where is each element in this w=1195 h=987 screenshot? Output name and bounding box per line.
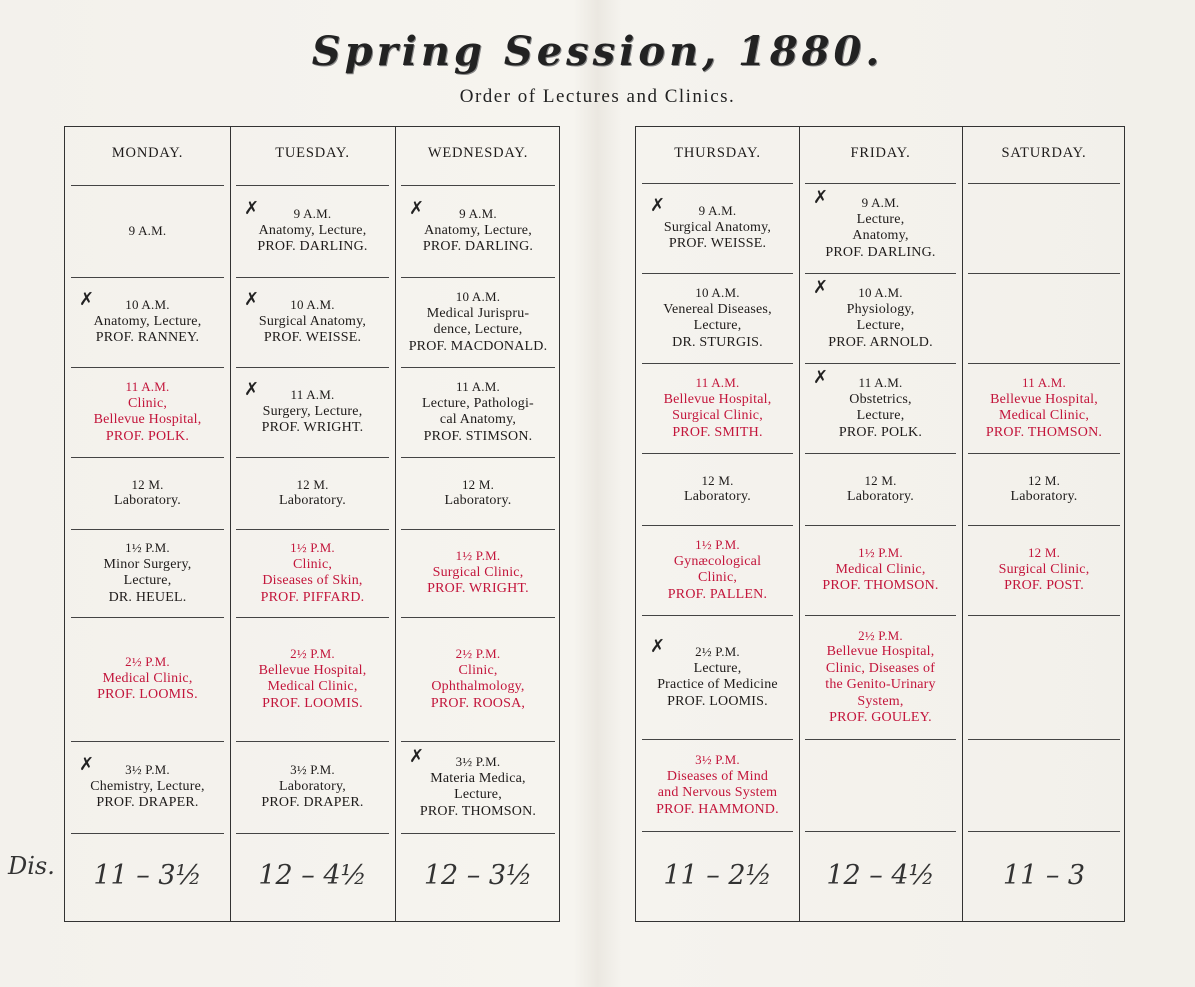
slot-time: 11 A.M. [456,379,500,394]
slot-line: Gynæcological [673,553,762,569]
slot-time: 12 M. [864,472,897,488]
slot-time: 3½ P.M. [290,762,335,778]
slot-line: dence, Lecture, [433,322,523,337]
dismissal-time: 12 – 4½ [826,860,935,891]
slot-line: Laboratory. [847,489,914,504]
slot-line: Laboratory. [114,493,181,508]
handwritten-check-mark: ✗ [79,754,95,776]
time-slot [636,752,799,818]
slot-line: Lecture, [693,318,742,333]
row-divider [805,453,956,454]
slot-line: Medical Clinic, [267,679,358,694]
slot-line: Clinic, [127,395,168,411]
slot-time: 11 A.M. [1022,375,1066,390]
time-slot [230,540,395,606]
day-column-monday [65,127,230,921]
slot-line: Diseases of Mind [666,768,769,784]
row-divider [236,277,389,278]
slot-line: PROF. HAMMOND. [656,801,779,817]
slot-line: Medical Clinic, [998,408,1090,423]
time-slot [962,375,1126,441]
slot-line: PROF. LOOMIS. [97,687,198,703]
slot-time: 10 A.M. [858,285,903,300]
slot-line: Minor Surgery, [103,556,192,572]
slot-line: PROF. ARNOLD. [828,334,933,350]
row-divider [968,525,1120,526]
slot-line: Clinic, [697,570,738,585]
row-divider [805,615,956,616]
row-divider [236,833,389,834]
slot-line: Bellevue Hospital, [990,391,1098,407]
slot-time: 11 A.M. [695,375,740,390]
row-divider [401,833,555,834]
slot-line: Bellevue Hospital, [93,412,202,427]
slot-time: 11 A.M. [858,375,903,390]
time-slot [799,545,962,595]
handwritten-check-mark: ✗ [650,195,666,217]
day-header: THURSDAY. [674,145,761,161]
slot-time: 1½ P.M. [695,537,740,552]
slot-line: Laboratory. [684,489,751,504]
handwritten-check-mark: ✗ [409,198,425,220]
slot-line: Diseases of Skin, [262,573,363,588]
left-panel [64,126,560,922]
slot-line: PROF. DRAPER. [261,795,364,811]
slot-line: PROF. WEISSE. [668,236,767,252]
slot-line: Bellevue Hospital, [826,644,935,659]
time-slot [65,477,230,510]
slot-time: 12 M. [1027,545,1061,561]
slot-time: 12 M. [1027,472,1061,488]
day-column-tuesday [230,127,395,921]
dismissal-time: 11 – 2½ [663,860,772,891]
row-divider [236,367,389,368]
slot-time: 2½ P.M. [858,627,903,643]
row-divider [236,741,389,742]
slot-time: 2½ P.M. [455,646,501,661]
slot-line: Physiology, [846,301,915,317]
handwritten-check-mark: ✗ [79,289,95,311]
slot-line: Surgical Clinic, [998,561,1090,577]
slot-line: Lecture, [856,318,905,333]
row-divider [642,273,793,274]
slot-line: PROF. PIFFARD. [260,589,365,605]
day-column-friday [799,127,962,921]
row-divider [805,739,956,740]
right-panel [635,126,1125,922]
dismissal-time: 11 – 3½ [93,860,202,891]
slot-time: 10 A.M. [290,297,335,313]
slot-time: 2½ P.M. [290,646,335,661]
time-slot [962,545,1126,595]
slot-line: Lecture, [123,573,172,588]
slot-line: Lecture, Pathologi- [422,395,534,411]
row-divider [401,277,555,278]
slot-line: PROF. GOULEY. [829,710,932,725]
slot-line: Bellevue Hospital, [663,391,772,407]
slot-line: PROF. MACDONALD. [408,338,548,354]
time-slot [395,289,561,355]
row-divider [401,367,555,368]
time-slot [636,375,799,441]
row-divider [642,453,793,454]
slot-line: Obstetrics, [849,391,912,407]
slot-line: Anatomy, Lecture, [424,222,532,238]
time-slot [65,540,230,606]
handwritten-check-mark: ✗ [813,367,829,388]
slot-time: 9 A.M. [128,222,167,238]
slot-time: 3½ P.M. [455,754,501,769]
handwritten-check-mark: ✗ [244,379,260,401]
slot-line: Lecture, [693,660,742,676]
time-slot [230,646,395,712]
row-divider [968,183,1120,184]
slot-line: Surgical Anatomy, [663,219,772,235]
slot-line: Surgical Clinic, [672,408,763,423]
slot-time: 9 A.M. [459,206,497,222]
time-slot [636,537,799,603]
slot-line: PROF. DARLING. [825,244,936,260]
slot-line: Surgery, Lecture, [262,403,363,419]
slot-line: Laboratory. [444,493,512,508]
day-header: TUESDAY. [275,145,350,161]
row-divider [401,457,555,458]
slot-line: Lecture, [856,211,905,227]
slot-line: Clinic, Diseases of [825,660,936,676]
slot-line: and Nervous System [657,785,778,800]
row-divider [71,277,224,278]
row-divider [805,183,956,184]
slot-line: Anatomy, Lecture, [258,222,367,238]
row-divider [968,453,1120,454]
slot-line: DR. STURGIS. [672,334,763,350]
row-divider [401,741,555,742]
handwritten-check-mark: ✗ [244,198,260,220]
day-header: MONDAY. [111,145,184,161]
slot-line: PROF. WRIGHT. [261,420,364,436]
row-divider [236,617,389,618]
slot-line: PROF. POLK. [838,424,923,440]
row-divider [71,185,224,186]
slot-line: PROF. PALLEN. [667,586,768,602]
time-slot [799,628,962,727]
time-slot [962,473,1126,506]
day-header: SATURDAY. [1001,145,1087,161]
row-divider [236,185,389,186]
page-title: Spring Session, 1880. [311,28,884,75]
row-divider [642,525,793,526]
slot-line: Lecture, [856,408,905,423]
row-divider [71,529,224,530]
slot-time: 2½ P.M. [695,644,740,659]
row-divider [71,367,224,368]
handwritten-check-mark: ✗ [650,636,666,657]
time-slot [230,477,395,510]
time-slot [395,646,561,712]
row-divider [968,739,1120,740]
slot-time: 10 A.M. [695,285,740,300]
slot-time: 12 M. [131,476,164,492]
day-column-wednesday [395,127,561,921]
row-divider [805,831,956,832]
dismissal-time: 11 – 3 [1002,860,1086,891]
slot-line: Chemistry, Lecture, [90,778,205,794]
handwritten-check-mark: ✗ [409,746,425,767]
slot-line: Clinic, [292,556,333,572]
time-slot [65,654,230,704]
slot-line: PROF. RANNEY. [95,330,200,346]
slot-time: 1½ P.M. [125,540,170,555]
slot-time: 3½ P.M. [125,762,170,778]
slot-line: Lecture, [454,787,502,802]
row-divider [968,615,1120,616]
slot-time: 9 A.M. [698,203,737,219]
row-divider [642,615,793,616]
slot-line: PROF. SMITH. [672,424,763,440]
row-divider [805,273,956,274]
slot-line: Medical Clinic, [102,670,193,686]
time-slot [395,477,561,510]
slot-time: 3½ P.M. [695,752,740,767]
day-column-saturday [962,127,1126,921]
page-subtitle: Order of Lectures and Clinics. [459,86,736,107]
slot-line: Surgical Clinic, [432,564,524,580]
time-slot [395,548,561,598]
time-slot [636,473,799,506]
row-divider [401,617,555,618]
row-divider [805,525,956,526]
slot-line: Practice of Medicine [657,677,778,692]
row-divider [642,739,793,740]
row-divider [642,363,793,364]
slot-time: 10 A.M. [125,297,170,313]
row-divider [805,363,956,364]
slot-line: PROF. LOOMIS. [667,693,768,709]
day-header: WEDNESDAY. [427,145,529,161]
slot-line: Ophthalmology, [431,679,525,694]
slot-line: Medical Jurispru- [426,305,530,321]
slot-line: PROF. POLK. [105,428,190,444]
row-divider [71,833,224,834]
slot-line: the Genito-Urinary [825,677,936,692]
slot-line: Laboratory, [279,778,346,794]
slot-time: 12 M. [296,476,329,492]
slot-time: 10 A.M. [455,289,501,304]
slot-line: Surgical Anatomy, [258,313,367,329]
handwritten-check-mark: ✗ [244,289,260,311]
slot-time: 11 A.M. [125,379,170,394]
row-divider [71,457,224,458]
day-column-thursday [636,127,799,921]
time-slot [636,285,799,351]
slot-line: PROF. STIMSON. [423,428,533,444]
row-divider [236,457,389,458]
row-divider [71,741,224,742]
slot-time: 9 A.M. [293,206,332,222]
slot-line: DR. HEUEL. [108,589,187,605]
row-divider [236,529,389,530]
time-slot [230,762,395,812]
handwritten-check-mark: ✗ [813,277,829,298]
time-slot [395,379,561,445]
slot-line: PROF. ROOSA, [430,695,526,711]
row-divider [968,831,1120,832]
slot-line: Medical Clinic, [835,561,926,577]
slot-line: Laboratory. [1010,489,1078,504]
time-slot [65,223,230,240]
slot-line: Laboratory. [279,493,346,508]
row-divider [968,363,1120,364]
slot-line: PROF. THOMSON. [822,578,939,594]
slot-line: System, [857,693,904,709]
slot-line: PROF. LOOMIS. [262,695,363,711]
dismissal-time: 12 – 3½ [423,860,533,891]
slot-line: cal Anatomy, [439,412,517,427]
time-slot [799,473,962,506]
slot-line: Bellevue Hospital, [258,662,367,678]
slot-line: PROF. DRAPER. [96,795,199,811]
slot-time: 1½ P.M. [858,545,903,561]
slot-line: PROF. DARLING. [257,239,368,255]
day-header: FRIDAY. [850,145,911,161]
slot-line: Anatomy, [852,228,909,243]
row-divider [642,831,793,832]
slot-time: 12 M. [701,472,734,488]
slot-line: Venereal Diseases, [663,301,772,317]
slot-time: 1½ P.M. [455,548,501,564]
slot-line: Materia Medica, [430,770,526,786]
slot-time: 11 A.M. [290,387,335,403]
dismissal-time: 12 – 4½ [258,860,367,891]
row-divider [642,183,793,184]
row-divider [968,273,1120,274]
dismissal-margin-note: Dis. [8,852,55,880]
slot-time: 1½ P.M. [290,540,335,555]
slot-line: PROF. THOMSON. [419,803,537,819]
handwritten-check-mark: ✗ [813,187,829,208]
slot-line: PROF. POST. [1004,578,1084,594]
row-divider [401,185,555,186]
slot-line: PROF. WRIGHT. [427,581,529,597]
slot-line: Clinic, [458,662,498,678]
time-slot [65,379,230,445]
row-divider [71,617,224,618]
row-divider [401,529,555,530]
slot-line: PROF. DARLING. [422,239,534,255]
slot-time: 12 M. [461,476,495,492]
slot-time: 9 A.M. [861,195,900,210]
slot-line: PROF. THOMSON. [985,424,1103,440]
slot-time: 2½ P.M. [125,654,170,670]
slot-line: PROF. WEISSE. [263,330,362,346]
slot-line: Anatomy, Lecture, [93,313,202,329]
